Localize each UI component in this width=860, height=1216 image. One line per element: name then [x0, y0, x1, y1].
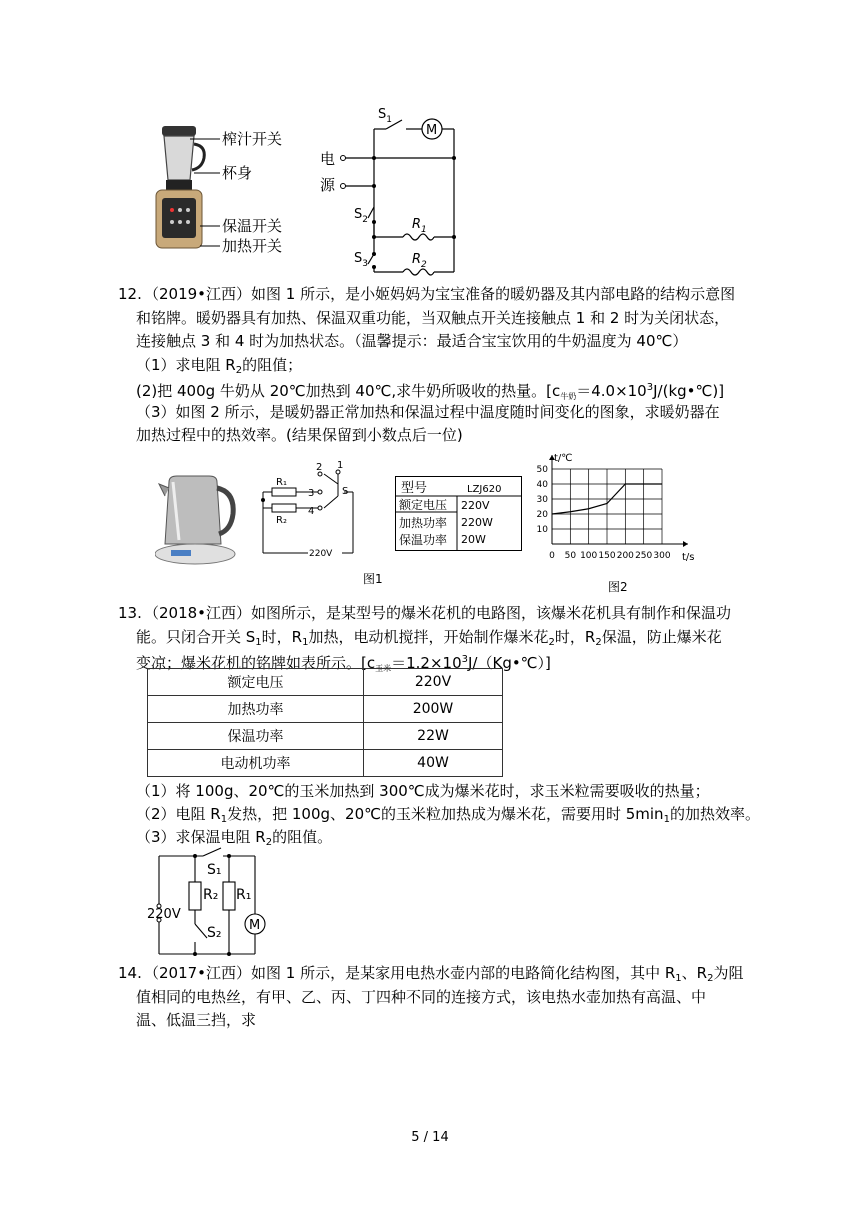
x-tick-label: 300 — [653, 551, 671, 561]
circuit-m-label: M — [426, 123, 438, 138]
table-key: 电动机功率 — [148, 750, 364, 777]
table-value: 22W — [364, 723, 503, 750]
q12-line-3: 连接触点 3 和 4 时为加热状态。（温馨提示：最适合宝宝饮用的牛奶温度为 40℃） — [136, 332, 688, 350]
q13-number: 13. — [118, 604, 142, 622]
table-value: 220V — [364, 669, 503, 696]
table-row — [148, 669, 503, 696]
circuit-power-label-2: 源 — [320, 176, 336, 194]
x-axis-arrow — [683, 541, 688, 547]
circuit-r2-label: $R_2$ — [412, 252, 427, 270]
q12-part-2: (2)把 400g 牛奶从 20℃加热到 40℃,求牛奶所吸收的热量。$[c_{牛奶}=4.0\times 10^3J/(kg•℃)]$ — [136, 382, 725, 401]
q13-circuit-r2: R₂ — [203, 887, 219, 903]
y-tick-label: 30 — [536, 495, 548, 505]
table-value: 40W — [364, 750, 503, 777]
q13-circuit-voltage: 220V — [147, 907, 181, 922]
q12-nameplate-val-warm: 20W — [461, 533, 486, 546]
q12-nameplate-val-voltage: 220V — [461, 499, 490, 512]
juicer-label-cup: 杯身 — [222, 164, 253, 182]
table-row — [148, 696, 503, 723]
q13-circuit-s2: S₂ — [207, 925, 222, 941]
table-key: 保温功率 — [148, 723, 364, 750]
q13-circuit-diagram — [145, 846, 270, 958]
kettle-image — [155, 470, 240, 570]
juicer-label-warm-switch: 保温开关 — [222, 217, 283, 235]
y-tick-label: 20 — [536, 510, 548, 520]
juicer-image — [156, 126, 204, 248]
x-tick-label: 50 — [564, 551, 577, 561]
q12-nameplate-val-model: LZJ620 — [467, 484, 502, 495]
circuit-s2-label: $S_2$ — [354, 207, 368, 225]
q13-part-3: （3）求保温电阻 $R_2$的阻值。 — [136, 828, 333, 848]
y-axis-label: t/℃ — [554, 453, 573, 464]
q12-nameplate-key-heat: 加热功率 — [399, 516, 448, 530]
temperature-time-chart — [530, 448, 700, 576]
y-tick-label: 50 — [536, 465, 548, 475]
q13-circuit-s1: S₁ — [207, 862, 222, 878]
q12-circuit-voltage: 220V — [309, 549, 333, 559]
q12-part-3-line-1: （3）如图 2 所示，是暖奶器正常加热和保温过程中温度随时间变化的图象，求暖奶器在 — [136, 403, 720, 421]
circuit-s1-label: $S_1$ — [378, 107, 392, 125]
q13-part-2: （2）电阻 $R_1$发热，把 100g、20℃的玉米粒加热成为爆米花，需要用时 $5\min_1$的加热效率。 — [136, 805, 760, 825]
q12-number: 12. — [118, 285, 142, 303]
juicer-circuit-diagram — [318, 102, 468, 277]
x-tick-label: 200 — [616, 551, 634, 561]
table-row — [148, 723, 503, 750]
fig2-caption: 图2 — [608, 580, 628, 594]
q12-circuit-contact-4: 4 — [308, 506, 315, 517]
y-tick-label: 10 — [536, 525, 548, 535]
q12-circuit-switch-s: S — [342, 486, 349, 497]
q14-line-2: 值相同的电热丝，有甲、乙、丙、丁四种不同的连接方式，该电热水壶加热有高温、中 — [136, 988, 707, 1006]
q13-part-1: （1）将 100g、20℃的玉米加热到 300℃成为爆米花时，求玉米粒需要吸收的热量； — [136, 782, 710, 800]
q14-number: 14. — [118, 964, 142, 982]
q12-part-1: （1）求电阻 $R_2$的阻值； — [136, 356, 303, 376]
q14-line-1: （2017•江西）如图 1 所示，是某家用电热水壶内部的电路简化结构图，其中 $R_1$、$R_2$为阻 — [144, 964, 744, 984]
x-tick-label: 100 — [580, 551, 598, 561]
q14-line-3: 温、低温三挡，求 — [136, 1011, 257, 1029]
table-row — [148, 750, 503, 777]
q12-circuit-diagram — [258, 456, 373, 561]
x-axis-label: t/s — [682, 552, 695, 563]
x-tick-label: 250 — [635, 551, 653, 561]
q12-nameplate — [395, 476, 523, 552]
fig1-caption: 图1 — [363, 572, 383, 586]
q12-nameplate-val-heat: 220W — [461, 516, 493, 529]
x-tick-label: 150 — [598, 551, 616, 561]
circuit-s3-label: $S_3$ — [354, 251, 368, 269]
q13-circuit-r1: R₁ — [236, 887, 252, 903]
juicer-label-heat-switch: 加热开关 — [222, 237, 283, 255]
table-value: 200W — [364, 696, 503, 723]
juicer-label-juice-switch: 榨汁开关 — [222, 130, 283, 148]
q12-circuit-contact-3: 3 — [308, 488, 315, 499]
y-tick-label: 40 — [536, 480, 548, 490]
table-key: 额定电压 — [148, 669, 364, 696]
juicer-figure — [150, 118, 310, 263]
x-tick-label: 0 — [549, 551, 555, 561]
q12-circuit-contact-2: 2 — [316, 462, 323, 473]
q12-line-2: 和铭牌。暖奶器具有加热、保温双重功能，当双触点开关连接触点 1 和 2 时为关闭状态， — [136, 309, 730, 327]
q13-line-2: 能。只闭合开关 $S_1$时，$R_1$加热，电动机搅拌，开始制作爆米花$_2$时，$R_2$保温，防止爆米花 — [136, 628, 722, 648]
q12-line-1: （2019•江西）如图 1 所示，是小姬妈妈为宝宝准备的暖奶器及其内部电路的结构示意图 — [144, 285, 736, 303]
q13-line-3: 变凉；爆米花机的铭牌如表所示。$[c_{玉米}=1.2\times 10^3J/(Kg•℃)]$ — [136, 654, 551, 673]
q12-nameplate-key-warm: 保温功率 — [399, 533, 448, 547]
q12-circuit-r1: R₁ — [276, 477, 287, 488]
q13-line-1: （2018•江西）如图所示，是某型号的爆米花机的电路图，该爆米花机具有制作和保温功 — [144, 604, 732, 622]
q12-nameplate-key-voltage: 额定电压 — [399, 498, 448, 512]
circuit-r1-label: $R_1$ — [412, 217, 427, 235]
q12-nameplate-key-model: 型号 — [401, 481, 428, 496]
table-key: 加热功率 — [148, 696, 364, 723]
q13-circuit-motor: M — [249, 918, 261, 933]
q12-circuit-r2: R₂ — [276, 515, 287, 526]
q12-part-3-line-2: 加热过程中的热效率。(结果保留到小数点后一位) — [136, 426, 463, 444]
circuit-power-label-1: 电 — [320, 150, 336, 168]
page-number: 5 / 14 — [411, 1130, 449, 1145]
q13-spec-table — [147, 668, 503, 777]
q12-circuit-contact-1: 1 — [337, 460, 344, 471]
